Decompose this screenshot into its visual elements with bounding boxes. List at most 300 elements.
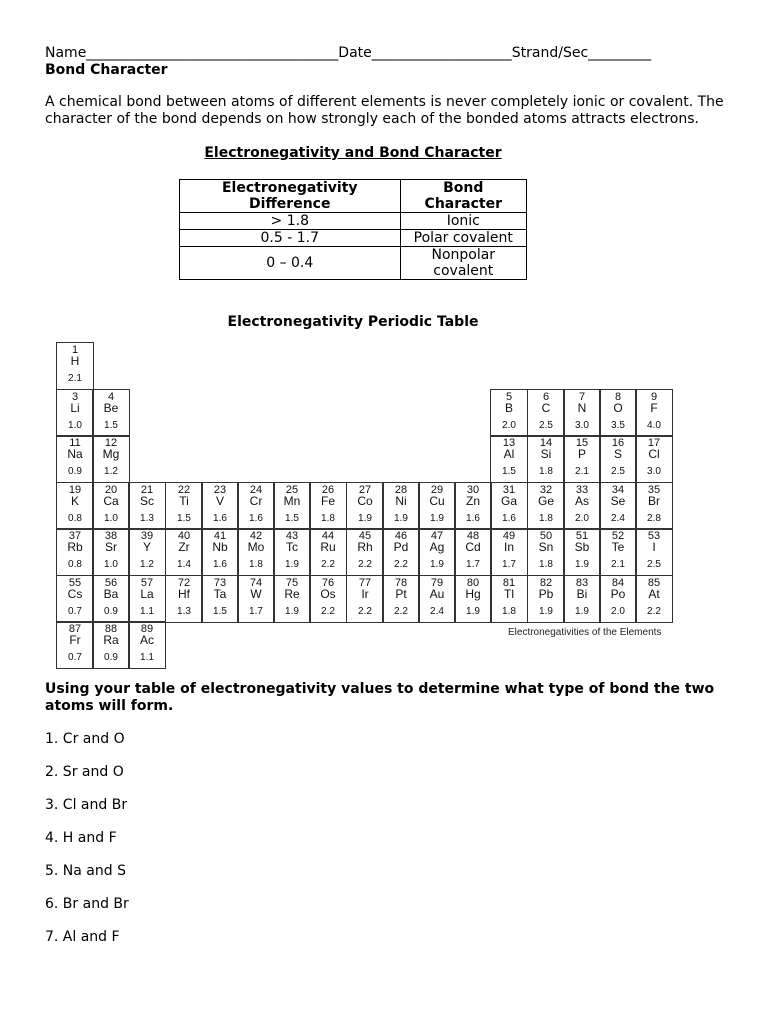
electronegativity-value: 2.4	[430, 606, 444, 617]
element-symbol: Sc	[139, 494, 154, 508]
atomic-number: 82	[539, 577, 553, 589]
element-cell	[490, 435, 528, 483]
element-cell	[56, 528, 94, 576]
element-cell	[527, 482, 565, 530]
element-cell	[563, 528, 601, 576]
element-cell	[92, 621, 130, 669]
atomic-number: 9	[650, 391, 658, 403]
atomic-number: 15	[575, 437, 589, 449]
electronegativity-value: 1.8	[321, 513, 335, 524]
element-symbol: Ir	[361, 587, 369, 601]
element-symbol: Po	[610, 587, 626, 601]
atomic-number: 78	[394, 577, 408, 589]
electronegativity-value: 1.9	[358, 513, 372, 524]
element-cell	[165, 575, 203, 623]
difference-cell: 0 – 0.4	[180, 247, 401, 280]
element-symbol: Rh	[357, 540, 373, 554]
element-symbol: S	[613, 447, 622, 461]
intro-paragraph: A chemical bond between atoms of different elements is never completely ionic or covalent. The character of the bond depends on how strongly each of the bonded atoms attracts electrons.	[45, 94, 724, 127]
element-cell	[599, 389, 637, 437]
element-symbol: Pb	[538, 587, 554, 601]
element-cell	[490, 528, 528, 576]
element-symbol: P	[577, 447, 586, 461]
table-header-row	[180, 180, 527, 213]
element-cell	[635, 389, 673, 437]
atomic-number: 84	[611, 577, 625, 589]
element-symbol: Cu	[429, 494, 445, 508]
atomic-number: 8	[614, 391, 622, 403]
atomic-number: 43	[285, 530, 299, 542]
element-cell	[418, 575, 456, 623]
question-item: 5. Na and S	[45, 863, 126, 879]
element-symbol: Nb	[212, 540, 228, 554]
element-cell	[490, 389, 528, 437]
atomic-number: 21	[140, 484, 154, 496]
electronegativity-value: 1.9	[539, 606, 553, 617]
element-cell	[128, 621, 166, 669]
electronegativity-value: 2.4	[611, 513, 625, 524]
atomic-number: 48	[466, 530, 480, 542]
element-symbol: Pd	[393, 540, 409, 554]
electronegativity-value: 1.6	[502, 513, 516, 524]
atomic-number: 31	[502, 484, 516, 496]
element-cell	[56, 435, 94, 483]
atomic-number: 83	[575, 577, 589, 589]
atomic-number: 27	[358, 484, 372, 496]
element-cell	[490, 575, 528, 623]
electronegativity-value: 1.9	[285, 606, 299, 617]
atomic-number: 76	[321, 577, 335, 589]
element-cell	[599, 575, 637, 623]
question-item: 2. Sr and O	[45, 764, 124, 780]
element-symbol: Tl	[504, 587, 514, 601]
atomic-number: 44	[321, 530, 335, 542]
element-symbol: Co	[357, 494, 373, 508]
atomic-number: 14	[539, 437, 553, 449]
element-symbol: Se	[610, 494, 626, 508]
element-cell	[527, 389, 565, 437]
element-symbol: B	[504, 401, 513, 415]
element-cell	[92, 528, 130, 576]
element-symbol: Al	[503, 447, 515, 461]
atomic-number: 28	[394, 484, 408, 496]
electronegativity-value: 1.6	[213, 559, 227, 570]
element-symbol: V	[215, 494, 224, 508]
electronegativity-value: 3.0	[647, 466, 661, 477]
element-cell	[346, 528, 384, 576]
electronegativity-value: 1.0	[104, 559, 118, 570]
element-symbol: Sn	[538, 540, 554, 554]
element-cell	[201, 482, 239, 530]
element-symbol: Re	[284, 587, 300, 601]
element-cell	[635, 575, 673, 623]
element-cell	[527, 528, 565, 576]
element-cell	[635, 435, 673, 483]
element-cell	[635, 482, 673, 530]
element-symbol: N	[577, 401, 587, 415]
element-symbol: Bi	[576, 587, 588, 601]
electronegativity-value: 0.9	[68, 466, 82, 477]
electronegativity-value: 1.3	[140, 513, 154, 524]
element-symbol: O	[613, 401, 623, 415]
electronegativity-value: 1.7	[502, 559, 516, 570]
question-item: 3. Cl and Br	[45, 797, 128, 813]
element-cell	[165, 482, 203, 530]
element-symbol: F	[650, 401, 658, 415]
electronegativity-value: 4.0	[647, 420, 661, 431]
atomic-number: 79	[430, 577, 444, 589]
element-symbol: Si	[540, 447, 552, 461]
element-symbol: Fe	[320, 494, 335, 508]
atomic-number: 16	[611, 437, 625, 449]
atomic-number: 1	[71, 344, 79, 356]
electronegativity-value: 1.3	[177, 606, 191, 617]
electronegativity-value: 2.1	[611, 559, 625, 570]
element-symbol: Te	[611, 540, 625, 554]
atomic-number: 34	[611, 484, 625, 496]
atomic-number: 52	[611, 530, 625, 542]
element-cell	[309, 575, 347, 623]
electronegativity-value: 1.6	[466, 513, 480, 524]
element-cell	[128, 575, 166, 623]
element-symbol: Os	[320, 587, 336, 601]
element-cell	[382, 482, 420, 530]
element-symbol: Zr	[178, 540, 190, 554]
element-cell	[418, 528, 456, 576]
element-cell	[490, 482, 528, 530]
electronegativity-value: 0.9	[104, 606, 118, 617]
atomic-number: 75	[285, 577, 299, 589]
atomic-number: 81	[502, 577, 516, 589]
element-cell	[382, 575, 420, 623]
electronegativity-value: 1.9	[466, 606, 480, 617]
element-symbol: Hf	[178, 587, 190, 601]
element-cell	[382, 528, 420, 576]
element-symbol: Li	[70, 401, 80, 415]
electronegativity-value: 1.8	[539, 466, 553, 477]
name-date-strand-line: Name____________________________________Date____________________Strand/Sec_________	[45, 45, 652, 61]
electronegativity-value: 1.8	[502, 606, 516, 617]
element-cell	[201, 528, 239, 576]
electronegativity-value: 1.8	[539, 513, 553, 524]
element-cell	[237, 482, 275, 530]
atomic-number: 56	[104, 577, 118, 589]
electronegativity-value: 1.9	[430, 513, 444, 524]
page-title: Bond Character	[45, 62, 168, 78]
element-symbol: Ni	[395, 494, 407, 508]
atomic-number: 37	[68, 530, 82, 542]
electronegativity-value: 2.2	[358, 606, 372, 617]
atomic-number: 25	[285, 484, 299, 496]
atomic-number: 6	[542, 391, 550, 403]
element-symbol: Tc	[286, 540, 298, 554]
electronegativity-value: 1.0	[68, 420, 82, 431]
bond-character-cell: Ionic	[400, 213, 526, 230]
electronegativity-value: 1.0	[104, 513, 118, 524]
atomic-number: 77	[358, 577, 372, 589]
element-cell	[56, 621, 94, 669]
electronegativity-value: 1.2	[140, 559, 154, 570]
element-symbol: Mo	[247, 540, 265, 554]
element-symbol: Zn	[465, 494, 480, 508]
atomic-number: 72	[177, 577, 191, 589]
atomic-number: 49	[502, 530, 516, 542]
atomic-number: 19	[68, 484, 82, 496]
electronegativity-value: 1.1	[140, 606, 154, 617]
electronegativity-value: 1.5	[285, 513, 299, 524]
electronegativity-value: 1.5	[502, 466, 516, 477]
element-cell	[454, 482, 492, 530]
electronegativity-value: 1.6	[249, 513, 263, 524]
atomic-number: 7	[578, 391, 586, 403]
element-symbol: Sb	[574, 540, 590, 554]
element-symbol: As	[574, 494, 589, 508]
element-symbol: Ta	[213, 587, 227, 601]
question-item: 1. Cr and O	[45, 731, 125, 747]
electronegativity-value: 1.9	[575, 606, 589, 617]
atomic-number: 23	[213, 484, 227, 496]
question-item: 7. Al and F	[45, 929, 120, 945]
element-cell	[92, 435, 130, 483]
element-cell	[635, 528, 673, 576]
electronegativity-value: 1.9	[430, 559, 444, 570]
difference-cell: > 1.8	[180, 213, 401, 230]
electronegativity-value: 0.9	[104, 652, 118, 663]
element-symbol: Rb	[67, 540, 83, 554]
element-cell	[309, 482, 347, 530]
element-cell	[599, 528, 637, 576]
element-cell	[563, 482, 601, 530]
element-symbol: Ge	[537, 494, 554, 508]
element-symbol: La	[140, 587, 154, 601]
electronegativity-value: 1.5	[177, 513, 191, 524]
atomic-number: 17	[647, 437, 661, 449]
element-symbol: Ga	[500, 494, 517, 508]
element-cell	[201, 575, 239, 623]
electronegativity-value: 2.0	[502, 420, 516, 431]
element-symbol: Cl	[648, 447, 660, 461]
element-symbol: Ba	[103, 587, 119, 601]
electronegativity-value: 0.7	[68, 606, 82, 617]
atomic-number: 46	[394, 530, 408, 542]
element-cell	[454, 528, 492, 576]
questions-heading: Using your table of electronegativity values to determine what type of bond the two atoms will form.	[45, 681, 715, 714]
atomic-number: 55	[68, 577, 82, 589]
atomic-number: 50	[539, 530, 553, 542]
element-symbol: Y	[142, 540, 151, 554]
electronegativity-value: 3.5	[611, 420, 625, 431]
electronegativity-value: 2.5	[611, 466, 625, 477]
electronegativity-value: 2.5	[539, 420, 553, 431]
atomic-number: 3	[71, 391, 79, 403]
electronegativity-value: 1.5	[104, 420, 118, 431]
element-symbol: Ra	[103, 633, 119, 647]
element-cell	[273, 528, 311, 576]
bond-character-cell: Nonpolar covalent	[400, 247, 526, 280]
atomic-number: 4	[107, 391, 115, 403]
electronegativity-value: 2.0	[575, 513, 589, 524]
atomic-number: 41	[213, 530, 227, 542]
atomic-number: 11	[69, 437, 81, 449]
element-cell	[418, 482, 456, 530]
atomic-number: 53	[647, 530, 661, 542]
electronegativity-value: 0.8	[68, 559, 82, 570]
element-symbol: Mn	[283, 494, 301, 508]
electronegativity-value: 2.2	[394, 559, 408, 570]
element-symbol: Cd	[465, 540, 481, 554]
table-row	[180, 230, 527, 247]
electronegativity-value: 0.8	[68, 513, 82, 524]
element-cell	[346, 482, 384, 530]
electronegativity-value: 1.8	[249, 559, 263, 570]
element-cell	[128, 528, 166, 576]
atomic-number: 12	[104, 437, 118, 449]
element-symbol: Au	[429, 587, 445, 601]
element-cell	[273, 575, 311, 623]
element-symbol: Fr	[69, 633, 81, 647]
question-item: 4. H and F	[45, 830, 117, 846]
element-cell	[92, 389, 130, 437]
table-row	[180, 213, 527, 230]
element-symbol: Ac	[139, 633, 154, 647]
atomic-number: 33	[575, 484, 589, 496]
electronegativity-value: 1.4	[177, 559, 191, 570]
element-symbol: C	[541, 401, 551, 415]
element-cell	[128, 482, 166, 530]
electronegativity-value: 2.8	[647, 513, 661, 524]
atomic-number: 40	[177, 530, 191, 542]
electronegativity-value: 2.2	[647, 606, 661, 617]
element-cell	[56, 342, 94, 390]
element-symbol: Cs	[67, 587, 83, 601]
element-symbol: Be	[103, 401, 119, 415]
element-symbol: Hg	[465, 587, 481, 601]
element-symbol: Sr	[105, 540, 117, 554]
periodic-table-caption: Electronegativities of the Elements	[508, 627, 662, 638]
element-symbol: I	[652, 540, 656, 554]
element-symbol: At	[648, 587, 660, 601]
element-symbol: H	[70, 354, 80, 368]
atomic-number: 73	[213, 577, 227, 589]
element-cell	[563, 575, 601, 623]
element-symbol: Cr	[249, 494, 263, 508]
atomic-number: 42	[249, 530, 263, 542]
atomic-number: 88	[104, 623, 118, 635]
electronegativity-value: 1.6	[213, 513, 227, 524]
electronegativity-value: 2.5	[647, 559, 661, 570]
atomic-number: 80	[466, 577, 480, 589]
atomic-number: 47	[430, 530, 444, 542]
question-item: 6. Br and Br	[45, 896, 129, 912]
electronegativity-value: 2.2	[321, 606, 335, 617]
atomic-number: 89	[140, 623, 154, 635]
element-symbol: Ca	[103, 494, 119, 508]
atomic-number: 85	[647, 577, 661, 589]
table-row	[180, 247, 527, 280]
column-header-bond-character: Bond Character	[400, 180, 526, 213]
atomic-number: 45	[358, 530, 372, 542]
electronegativity-value: 2.1	[575, 466, 589, 477]
atomic-number: 24	[249, 484, 263, 496]
element-symbol: Ag	[429, 540, 445, 554]
atomic-number: 32	[539, 484, 553, 496]
atomic-number: 30	[466, 484, 480, 496]
element-cell	[563, 389, 601, 437]
atomic-number: 38	[104, 530, 118, 542]
element-symbol: In	[503, 540, 514, 554]
element-cell	[56, 575, 94, 623]
element-cell	[92, 482, 130, 530]
element-symbol: Ti	[179, 494, 189, 508]
atomic-number: 26	[321, 484, 335, 496]
element-symbol: Na	[67, 447, 83, 461]
atomic-number: 51	[575, 530, 589, 542]
electronegativity-value: 1.8	[539, 559, 553, 570]
element-cell	[309, 528, 347, 576]
electronegativity-value: 2.0	[611, 606, 625, 617]
electronegativity-value: 1.9	[394, 513, 408, 524]
atomic-number: 29	[430, 484, 444, 496]
element-symbol: Br	[648, 494, 660, 508]
periodic-table-title: Electronegativity Periodic Table	[227, 314, 479, 330]
bond-character-table	[179, 179, 527, 280]
element-cell	[346, 575, 384, 623]
element-cell	[527, 575, 565, 623]
atomic-number: 5	[505, 391, 513, 403]
electronegativity-value: 1.2	[104, 466, 118, 477]
electronegativity-value: 2.2	[394, 606, 408, 617]
electronegativity-value: 1.9	[285, 559, 299, 570]
element-cell	[237, 575, 275, 623]
element-cell	[56, 389, 94, 437]
atomic-number: 13	[502, 437, 516, 449]
electronegativity-value: 1.7	[466, 559, 480, 570]
element-symbol: Pt	[395, 587, 407, 601]
atomic-number: 57	[140, 577, 154, 589]
element-cell	[454, 575, 492, 623]
electronegativity-value: 1.1	[140, 652, 154, 663]
electronegativity-value: 0.7	[68, 652, 82, 663]
electronegativity-value: 2.2	[358, 559, 372, 570]
element-cell	[92, 575, 130, 623]
electronegativity-value: 1.5	[213, 606, 227, 617]
atomic-number: 87	[68, 623, 82, 635]
element-symbol: Ru	[320, 540, 336, 554]
atomic-number: 20	[104, 484, 118, 496]
element-symbol: Mg	[102, 447, 120, 461]
difference-cell: 0.5 - 1.7	[180, 230, 401, 247]
element-cell	[56, 482, 94, 530]
element-cell	[599, 435, 637, 483]
atomic-number: 39	[140, 530, 154, 542]
element-symbol: K	[70, 494, 79, 508]
bond-character-cell: Polar covalent	[400, 230, 526, 247]
element-symbol: W	[250, 587, 262, 601]
electronegativity-value: 2.2	[321, 559, 335, 570]
electronegativity-value: 1.7	[249, 606, 263, 617]
element-cell	[237, 528, 275, 576]
electronegativity-value: 1.9	[575, 559, 589, 570]
electronegativity-value: 3.0	[575, 420, 589, 431]
atomic-number: 22	[177, 484, 191, 496]
element-cell	[165, 528, 203, 576]
element-cell	[273, 482, 311, 530]
atomic-number: 35	[647, 484, 661, 496]
element-cell	[527, 435, 565, 483]
bond-table-title: Electronegativity and Bond Character	[204, 145, 502, 161]
element-cell	[563, 435, 601, 483]
atomic-number: 74	[249, 577, 263, 589]
